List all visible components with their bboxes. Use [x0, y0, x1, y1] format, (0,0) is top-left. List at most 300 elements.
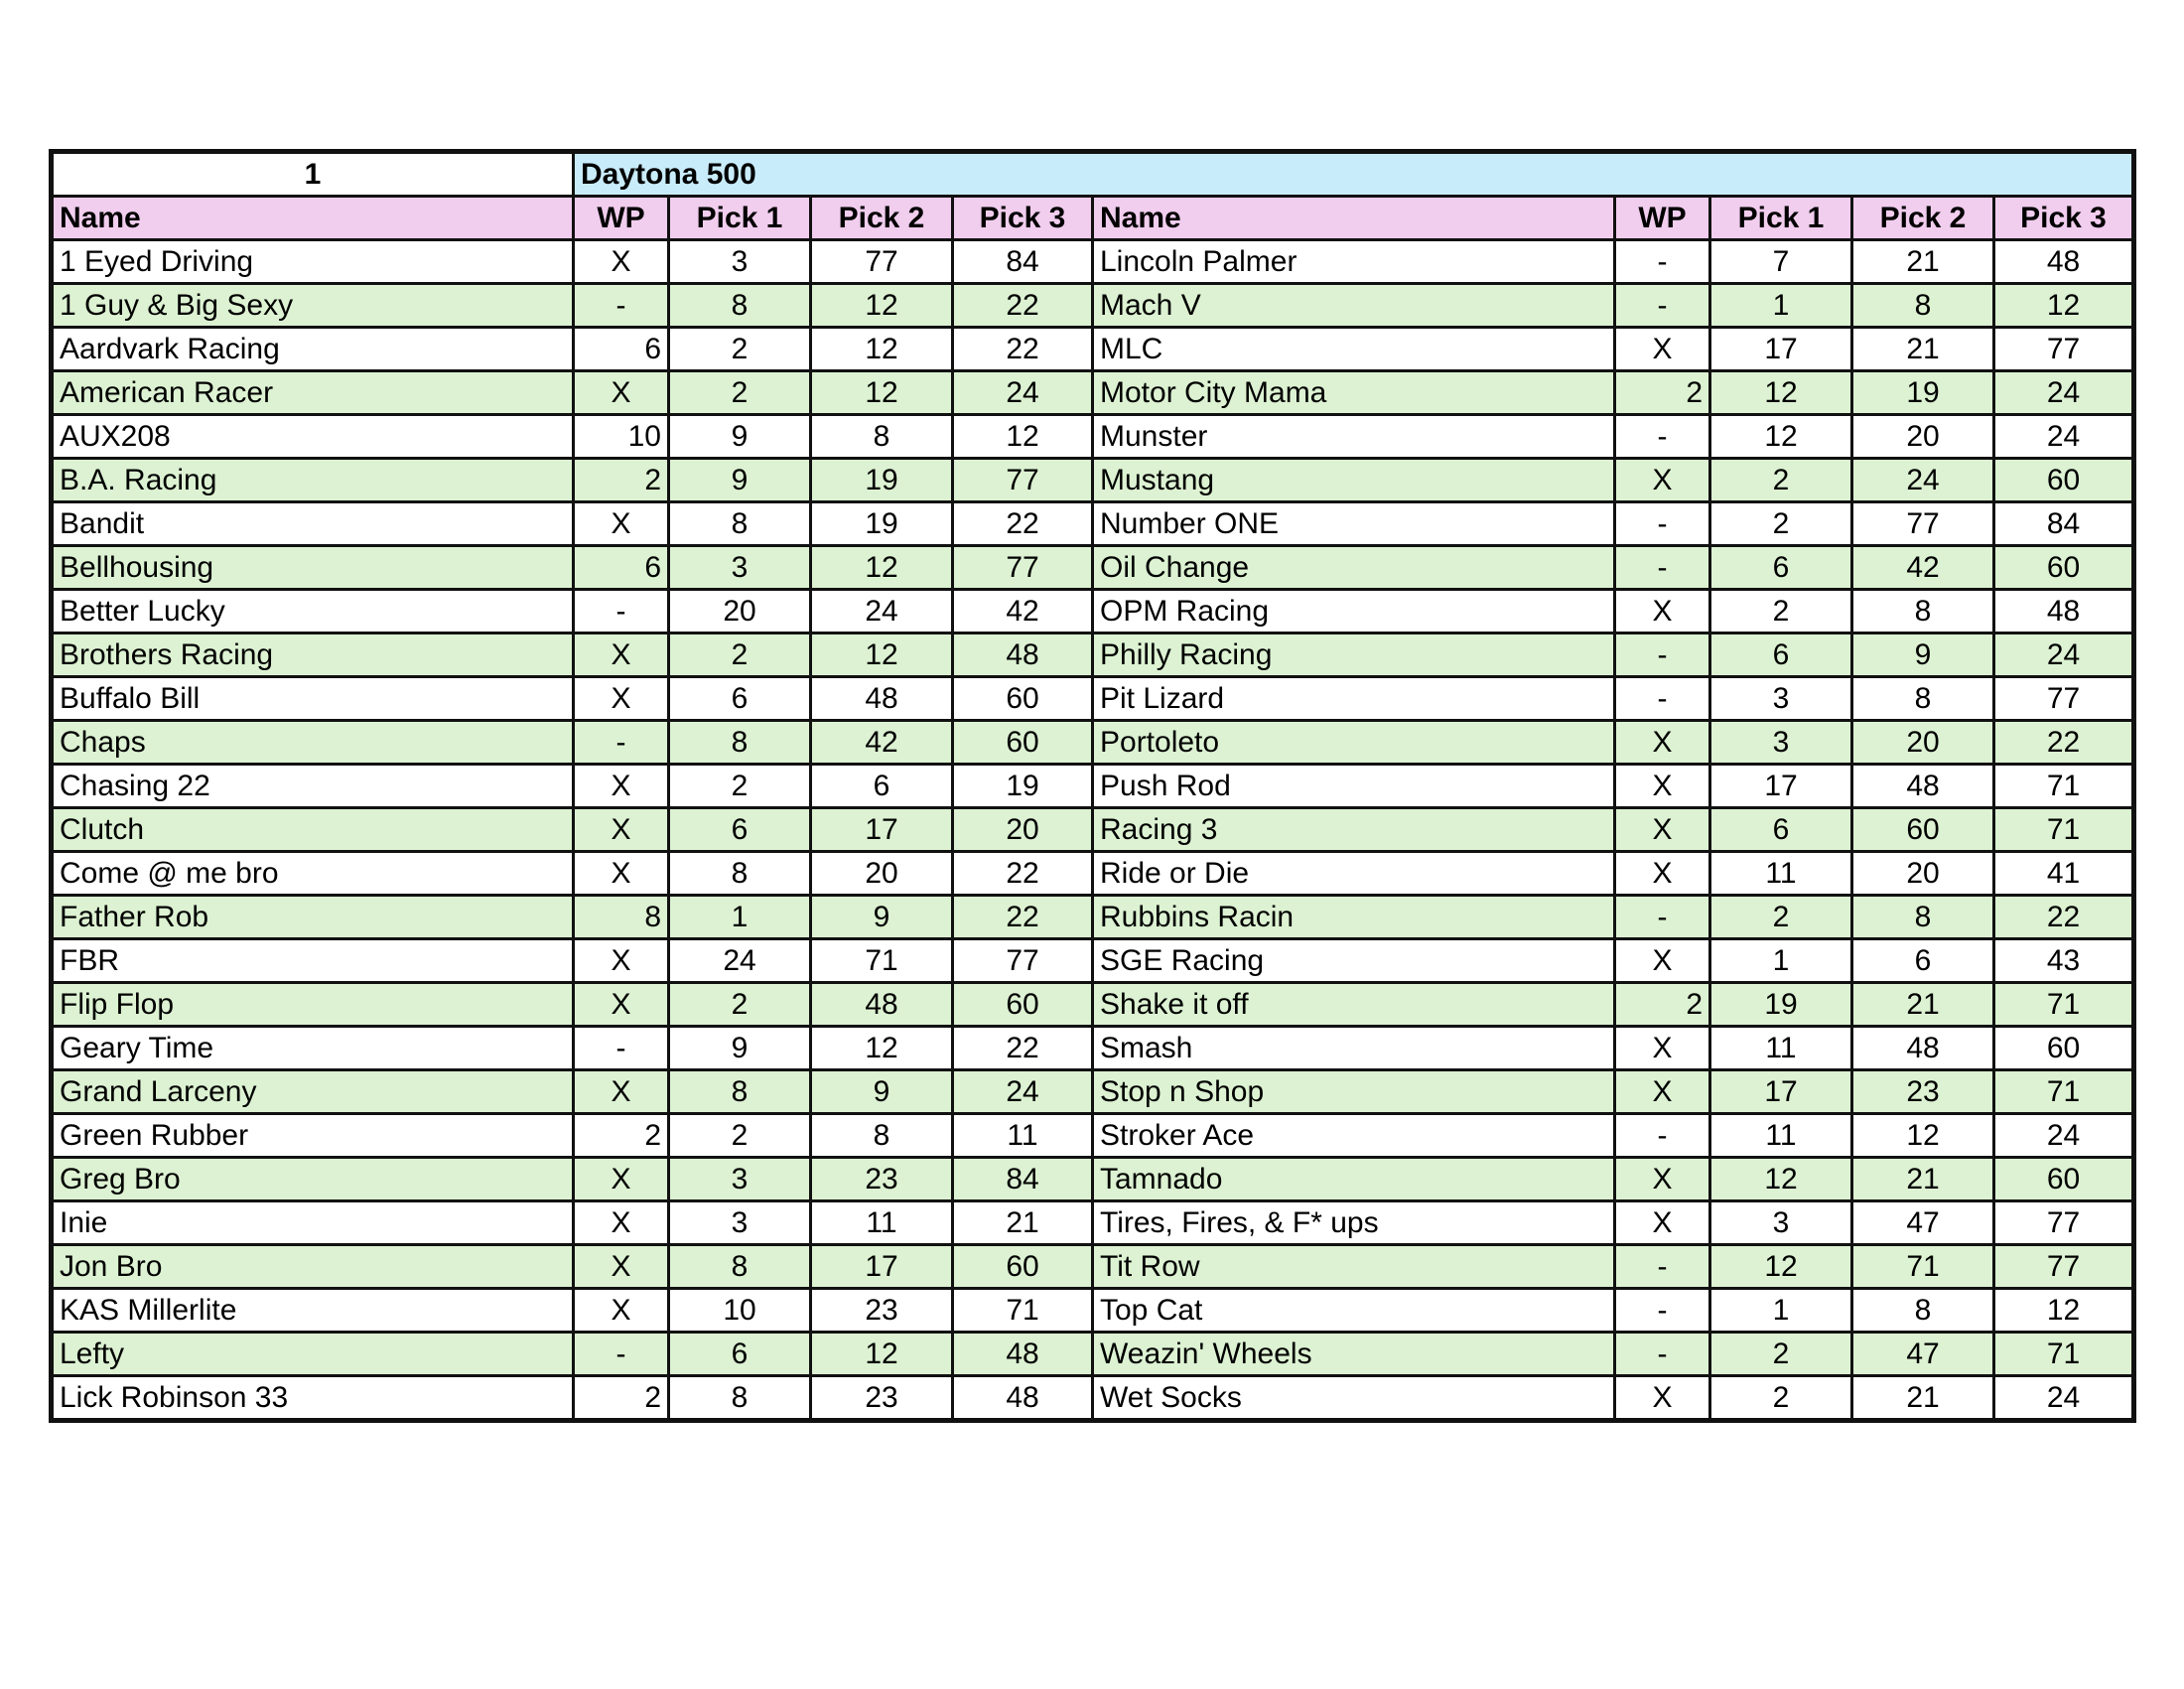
cell-pick3-left: 84	[953, 240, 1093, 284]
cell-pick2-left: 19	[811, 459, 953, 502]
cell-pick2-left: 11	[811, 1201, 953, 1245]
cell-pick3-left: 60	[953, 677, 1093, 721]
cell-pick3-left: 77	[953, 546, 1093, 590]
cell-pick1-right: 6	[1710, 546, 1852, 590]
cell-name-right: Racing 3	[1093, 808, 1615, 852]
cell-pick3-left: 48	[953, 633, 1093, 677]
cell-pick3-left: 71	[953, 1289, 1093, 1333]
cell-pick1-left: 1	[669, 896, 811, 939]
cell-pick3-left: 60	[953, 983, 1093, 1027]
table-row	[52, 1376, 2134, 1421]
cell-name-left: 1 Eyed Driving	[52, 240, 574, 284]
cell-wp-right: X	[1615, 1027, 1710, 1070]
cell-pick3-right: 41	[1994, 852, 2134, 896]
cell-pick2-left: 6	[811, 765, 953, 808]
table-row	[52, 1201, 2134, 1245]
cell-pick3-left: 22	[953, 896, 1093, 939]
cell-pick3-right: 24	[1994, 633, 2134, 677]
cell-pick3-right: 43	[1994, 939, 2134, 983]
cell-pick1-left: 6	[669, 808, 811, 852]
table-row	[52, 284, 2134, 328]
cell-pick1-right: 2	[1710, 1376, 1852, 1421]
cell-pick3-left: 22	[953, 1027, 1093, 1070]
cell-pick1-left: 3	[669, 1158, 811, 1201]
cell-pick3-right: 24	[1994, 371, 2134, 415]
cell-pick2-left: 17	[811, 1245, 953, 1289]
col-pick2-right: Pick 2	[1852, 197, 1994, 240]
cell-name-left: Chasing 22	[52, 765, 574, 808]
cell-pick1-right: 6	[1710, 633, 1852, 677]
cell-pick3-left: 22	[953, 502, 1093, 546]
cell-wp-left: 6	[574, 328, 669, 371]
table-row	[52, 1289, 2134, 1333]
cell-name-left: Father Rob	[52, 896, 574, 939]
cell-pick1-left: 9	[669, 415, 811, 459]
cell-pick1-right: 17	[1710, 765, 1852, 808]
cell-wp-right: -	[1615, 1114, 1710, 1158]
cell-wp-right: X	[1615, 1201, 1710, 1245]
cell-pick2-left: 12	[811, 1027, 953, 1070]
cell-name-right: MLC	[1093, 328, 1615, 371]
cell-pick3-right: 24	[1994, 1376, 2134, 1421]
cell-name-right: Push Rod	[1093, 765, 1615, 808]
cell-pick2-right: 21	[1852, 1158, 1994, 1201]
cell-pick1-left: 9	[669, 459, 811, 502]
table-row	[52, 983, 2134, 1027]
cell-pick1-right: 1	[1710, 1289, 1852, 1333]
cell-pick1-right: 17	[1710, 328, 1852, 371]
cell-pick2-right: 77	[1852, 502, 1994, 546]
cell-pick3-right: 60	[1994, 546, 2134, 590]
cell-wp-left: X	[574, 502, 669, 546]
cell-pick2-right: 60	[1852, 808, 1994, 852]
cell-wp-right: -	[1615, 415, 1710, 459]
cell-pick1-right: 11	[1710, 1027, 1852, 1070]
title-row	[52, 152, 2134, 197]
cell-pick2-left: 9	[811, 1070, 953, 1114]
cell-wp-right: -	[1615, 633, 1710, 677]
cell-pick1-left: 10	[669, 1289, 811, 1333]
table-row	[52, 896, 2134, 939]
cell-name-right: Oil Change	[1093, 546, 1615, 590]
cell-wp-right: -	[1615, 1333, 1710, 1376]
cell-pick2-left: 17	[811, 808, 953, 852]
table-row	[52, 240, 2134, 284]
cell-pick1-left: 8	[669, 284, 811, 328]
cell-pick2-right: 9	[1852, 633, 1994, 677]
table-row	[52, 765, 2134, 808]
cell-pick2-right: 8	[1852, 1289, 1994, 1333]
cell-wp-left: X	[574, 808, 669, 852]
cell-wp-left: 2	[574, 1114, 669, 1158]
cell-pick2-right: 21	[1852, 983, 1994, 1027]
cell-pick3-left: 84	[953, 1158, 1093, 1201]
cell-pick1-right: 11	[1710, 852, 1852, 896]
cell-pick1-right: 11	[1710, 1114, 1852, 1158]
cell-pick3-right: 48	[1994, 240, 2134, 284]
cell-name-right: Motor City Mama	[1093, 371, 1615, 415]
table-row	[52, 1245, 2134, 1289]
cell-pick2-left: 12	[811, 371, 953, 415]
cell-pick1-left: 3	[669, 546, 811, 590]
cell-name-left: Buffalo Bill	[52, 677, 574, 721]
cell-pick2-left: 20	[811, 852, 953, 896]
cell-pick2-right: 6	[1852, 939, 1994, 983]
cell-pick3-right: 71	[1994, 1333, 2134, 1376]
cell-pick1-left: 20	[669, 590, 811, 633]
cell-name-left: Better Lucky	[52, 590, 574, 633]
cell-pick1-right: 2	[1710, 502, 1852, 546]
cell-wp-left: X	[574, 852, 669, 896]
cell-pick2-left: 12	[811, 633, 953, 677]
cell-pick1-right: 12	[1710, 415, 1852, 459]
cell-name-left: Aardvark Racing	[52, 328, 574, 371]
cell-wp-left: X	[574, 1201, 669, 1245]
cell-name-right: Munster	[1093, 415, 1615, 459]
picks-table	[49, 149, 2136, 1423]
cell-name-left: Green Rubber	[52, 1114, 574, 1158]
cell-pick3-left: 19	[953, 765, 1093, 808]
table-row	[52, 633, 2134, 677]
cell-name-right: Mach V	[1093, 284, 1615, 328]
cell-pick2-left: 8	[811, 1114, 953, 1158]
cell-name-left: Geary Time	[52, 1027, 574, 1070]
cell-wp-right: X	[1615, 852, 1710, 896]
cell-wp-left: 8	[574, 896, 669, 939]
cell-pick2-right: 12	[1852, 1114, 1994, 1158]
cell-name-left: American Racer	[52, 371, 574, 415]
cell-pick1-right: 6	[1710, 808, 1852, 852]
cell-wp-left: X	[574, 240, 669, 284]
cell-wp-right: X	[1615, 590, 1710, 633]
cell-pick1-right: 2	[1710, 1333, 1852, 1376]
cell-wp-left: -	[574, 1027, 669, 1070]
cell-pick3-right: 22	[1994, 721, 2134, 765]
table-row	[52, 1114, 2134, 1158]
cell-pick3-right: 12	[1994, 284, 2134, 328]
cell-pick1-left: 8	[669, 852, 811, 896]
cell-name-right: Smash	[1093, 1027, 1615, 1070]
cell-wp-right: -	[1615, 1289, 1710, 1333]
cell-pick3-left: 60	[953, 1245, 1093, 1289]
cell-pick2-right: 42	[1852, 546, 1994, 590]
table-row	[52, 459, 2134, 502]
cell-pick2-left: 12	[811, 328, 953, 371]
cell-wp-right: X	[1615, 765, 1710, 808]
cell-wp-left: X	[574, 1070, 669, 1114]
column-header-row	[52, 197, 2134, 240]
col-pick1-right: Pick 1	[1710, 197, 1852, 240]
cell-pick2-right: 23	[1852, 1070, 1994, 1114]
table-body	[52, 240, 2134, 1421]
cell-name-right: Pit Lizard	[1093, 677, 1615, 721]
cell-pick3-left: 22	[953, 328, 1093, 371]
cell-pick3-left: 77	[953, 939, 1093, 983]
col-name-left: Name	[52, 197, 574, 240]
cell-wp-right: X	[1615, 459, 1710, 502]
cell-pick3-right: 24	[1994, 415, 2134, 459]
table-row	[52, 590, 2134, 633]
table-row	[52, 1333, 2134, 1376]
cell-name-right: Number ONE	[1093, 502, 1615, 546]
cell-pick1-left: 8	[669, 1070, 811, 1114]
cell-pick2-left: 23	[811, 1376, 953, 1421]
race-number: 1	[52, 152, 574, 197]
cell-pick2-left: 77	[811, 240, 953, 284]
cell-pick1-right: 12	[1710, 371, 1852, 415]
cell-name-left: Come @ me bro	[52, 852, 574, 896]
cell-pick3-right: 71	[1994, 808, 2134, 852]
cell-pick2-left: 42	[811, 721, 953, 765]
table-row	[52, 939, 2134, 983]
cell-name-left: Chaps	[52, 721, 574, 765]
cell-name-left: KAS Millerlite	[52, 1289, 574, 1333]
cell-pick1-left: 2	[669, 765, 811, 808]
cell-name-left: Grand Larceny	[52, 1070, 574, 1114]
cell-wp-left: X	[574, 1289, 669, 1333]
cell-pick2-left: 19	[811, 502, 953, 546]
col-wp-right: WP	[1615, 197, 1710, 240]
cell-pick3-left: 21	[953, 1201, 1093, 1245]
cell-wp-right: X	[1615, 939, 1710, 983]
cell-pick3-right: 77	[1994, 677, 2134, 721]
cell-name-left: Greg Bro	[52, 1158, 574, 1201]
cell-pick1-left: 8	[669, 502, 811, 546]
cell-name-right: Tires, Fires, & F* ups	[1093, 1201, 1615, 1245]
cell-pick1-right: 17	[1710, 1070, 1852, 1114]
cell-name-left: B.A. Racing	[52, 459, 574, 502]
cell-wp-right: -	[1615, 502, 1710, 546]
cell-pick3-right: 77	[1994, 1201, 2134, 1245]
cell-pick2-left: 23	[811, 1289, 953, 1333]
table-row	[52, 415, 2134, 459]
race-title: Daytona 500	[574, 152, 2134, 197]
cell-pick2-left: 12	[811, 546, 953, 590]
cell-pick3-right: 60	[1994, 1158, 2134, 1201]
col-wp-left: WP	[574, 197, 669, 240]
cell-wp-left: X	[574, 371, 669, 415]
cell-pick2-right: 21	[1852, 240, 1994, 284]
cell-pick1-right: 2	[1710, 459, 1852, 502]
cell-name-right: Philly Racing	[1093, 633, 1615, 677]
col-pick3-right: Pick 3	[1994, 197, 2134, 240]
cell-wp-left: X	[574, 939, 669, 983]
cell-name-right: Wet Socks	[1093, 1376, 1615, 1421]
cell-name-right: Portoleto	[1093, 721, 1615, 765]
cell-wp-left: -	[574, 284, 669, 328]
cell-pick1-left: 2	[669, 371, 811, 415]
cell-wp-right: -	[1615, 896, 1710, 939]
cell-pick1-left: 2	[669, 328, 811, 371]
col-pick2-left: Pick 2	[811, 197, 953, 240]
cell-pick1-right: 2	[1710, 590, 1852, 633]
cell-pick1-right: 3	[1710, 1201, 1852, 1245]
table-row	[52, 371, 2134, 415]
cell-pick2-right: 47	[1852, 1201, 1994, 1245]
cell-wp-right: -	[1615, 240, 1710, 284]
cell-pick1-right: 7	[1710, 240, 1852, 284]
cell-wp-right: -	[1615, 284, 1710, 328]
cell-pick2-left: 12	[811, 284, 953, 328]
cell-pick2-right: 24	[1852, 459, 1994, 502]
cell-pick2-right: 21	[1852, 328, 1994, 371]
cell-pick2-right: 71	[1852, 1245, 1994, 1289]
cell-pick2-right: 8	[1852, 284, 1994, 328]
table-row	[52, 721, 2134, 765]
cell-pick1-left: 2	[669, 1114, 811, 1158]
cell-wp-left: X	[574, 633, 669, 677]
cell-wp-left: X	[574, 677, 669, 721]
cell-pick3-right: 48	[1994, 590, 2134, 633]
cell-pick1-right: 12	[1710, 1245, 1852, 1289]
table-row	[52, 808, 2134, 852]
cell-wp-right: X	[1615, 1158, 1710, 1201]
cell-wp-right: -	[1615, 1245, 1710, 1289]
cell-pick3-left: 11	[953, 1114, 1093, 1158]
cell-wp-left: X	[574, 1158, 669, 1201]
cell-wp-left: -	[574, 590, 669, 633]
col-name-right: Name	[1093, 197, 1615, 240]
cell-wp-left: -	[574, 721, 669, 765]
cell-name-left: Jon Bro	[52, 1245, 574, 1289]
cell-pick1-right: 12	[1710, 1158, 1852, 1201]
cell-pick1-left: 8	[669, 721, 811, 765]
cell-pick2-left: 24	[811, 590, 953, 633]
cell-pick2-right: 20	[1852, 852, 1994, 896]
cell-pick3-right: 12	[1994, 1289, 2134, 1333]
col-pick1-left: Pick 1	[669, 197, 811, 240]
cell-pick2-left: 23	[811, 1158, 953, 1201]
cell-pick3-left: 12	[953, 415, 1093, 459]
cell-wp-left: 6	[574, 546, 669, 590]
cell-name-left: Bandit	[52, 502, 574, 546]
cell-pick3-left: 60	[953, 721, 1093, 765]
cell-pick2-right: 8	[1852, 590, 1994, 633]
cell-pick1-right: 1	[1710, 939, 1852, 983]
cell-name-right: Ride or Die	[1093, 852, 1615, 896]
cell-wp-right: -	[1615, 546, 1710, 590]
cell-name-left: Clutch	[52, 808, 574, 852]
cell-name-right: Lincoln Palmer	[1093, 240, 1615, 284]
cell-pick1-left: 3	[669, 1201, 811, 1245]
cell-name-left: Inie	[52, 1201, 574, 1245]
cell-name-left: AUX208	[52, 415, 574, 459]
table-row	[52, 328, 2134, 371]
cell-wp-left: -	[574, 1333, 669, 1376]
cell-pick1-left: 8	[669, 1376, 811, 1421]
cell-pick3-right: 60	[1994, 1027, 2134, 1070]
cell-name-right: SGE Racing	[1093, 939, 1615, 983]
cell-pick2-right: 19	[1852, 371, 1994, 415]
cell-pick3-left: 48	[953, 1333, 1093, 1376]
cell-pick2-right: 8	[1852, 896, 1994, 939]
cell-name-right: Tamnado	[1093, 1158, 1615, 1201]
cell-name-right: Shake it off	[1093, 983, 1615, 1027]
cell-wp-right: X	[1615, 721, 1710, 765]
cell-pick3-right: 71	[1994, 983, 2134, 1027]
cell-name-left: Bellhousing	[52, 546, 574, 590]
cell-pick2-left: 9	[811, 896, 953, 939]
cell-wp-left: 2	[574, 1376, 669, 1421]
cell-pick3-right: 71	[1994, 1070, 2134, 1114]
cell-pick3-right: 22	[1994, 896, 2134, 939]
table-row	[52, 1158, 2134, 1201]
cell-wp-right: X	[1615, 328, 1710, 371]
cell-pick1-right: 1	[1710, 284, 1852, 328]
cell-pick3-left: 20	[953, 808, 1093, 852]
cell-pick3-right: 77	[1994, 328, 2134, 371]
cell-pick2-right: 20	[1852, 415, 1994, 459]
cell-pick1-right: 2	[1710, 896, 1852, 939]
table-row	[52, 1027, 2134, 1070]
cell-name-right: Stroker Ace	[1093, 1114, 1615, 1158]
cell-pick3-left: 77	[953, 459, 1093, 502]
cell-pick1-left: 2	[669, 983, 811, 1027]
cell-pick3-left: 22	[953, 284, 1093, 328]
cell-pick3-left: 48	[953, 1376, 1093, 1421]
cell-pick1-left: 8	[669, 1245, 811, 1289]
cell-wp-right: 2	[1615, 371, 1710, 415]
cell-pick3-right: 24	[1994, 1114, 2134, 1158]
cell-name-left: Flip Flop	[52, 983, 574, 1027]
cell-name-right: Stop n Shop	[1093, 1070, 1615, 1114]
cell-pick2-left: 48	[811, 677, 953, 721]
cell-pick1-left: 3	[669, 240, 811, 284]
cell-pick1-left: 2	[669, 633, 811, 677]
cell-pick3-left: 42	[953, 590, 1093, 633]
cell-pick2-left: 71	[811, 939, 953, 983]
table-row	[52, 502, 2134, 546]
cell-name-right: OPM Racing	[1093, 590, 1615, 633]
cell-pick2-left: 48	[811, 983, 953, 1027]
cell-pick3-right: 84	[1994, 502, 2134, 546]
cell-wp-left: 10	[574, 415, 669, 459]
cell-pick2-right: 48	[1852, 1027, 1994, 1070]
cell-pick1-left: 6	[669, 1333, 811, 1376]
table-row	[52, 546, 2134, 590]
table-row	[52, 852, 2134, 896]
cell-wp-right: 2	[1615, 983, 1710, 1027]
cell-pick2-right: 20	[1852, 721, 1994, 765]
cell-pick3-left: 24	[953, 1070, 1093, 1114]
cell-pick1-right: 3	[1710, 677, 1852, 721]
cell-name-left: Brothers Racing	[52, 633, 574, 677]
cell-pick1-right: 3	[1710, 721, 1852, 765]
cell-pick1-left: 9	[669, 1027, 811, 1070]
cell-name-right: Weazin' Wheels	[1093, 1333, 1615, 1376]
cell-pick3-right: 71	[1994, 765, 2134, 808]
col-pick3-left: Pick 3	[953, 197, 1093, 240]
cell-pick3-left: 24	[953, 371, 1093, 415]
cell-pick1-left: 24	[669, 939, 811, 983]
cell-name-right: Rubbins Racin	[1093, 896, 1615, 939]
cell-name-right: Tit Row	[1093, 1245, 1615, 1289]
cell-pick2-left: 12	[811, 1333, 953, 1376]
cell-pick1-left: 6	[669, 677, 811, 721]
cell-wp-right: X	[1615, 1376, 1710, 1421]
cell-pick3-left: 22	[953, 852, 1093, 896]
table-row	[52, 1070, 2134, 1114]
cell-wp-right: X	[1615, 808, 1710, 852]
cell-pick2-right: 47	[1852, 1333, 1994, 1376]
cell-wp-left: 2	[574, 459, 669, 502]
cell-pick2-right: 21	[1852, 1376, 1994, 1421]
cell-name-left: Lefty	[52, 1333, 574, 1376]
cell-wp-right: -	[1615, 677, 1710, 721]
cell-pick3-right: 77	[1994, 1245, 2134, 1289]
cell-name-right: Mustang	[1093, 459, 1615, 502]
cell-name-left: Lick Robinson 33	[52, 1376, 574, 1421]
